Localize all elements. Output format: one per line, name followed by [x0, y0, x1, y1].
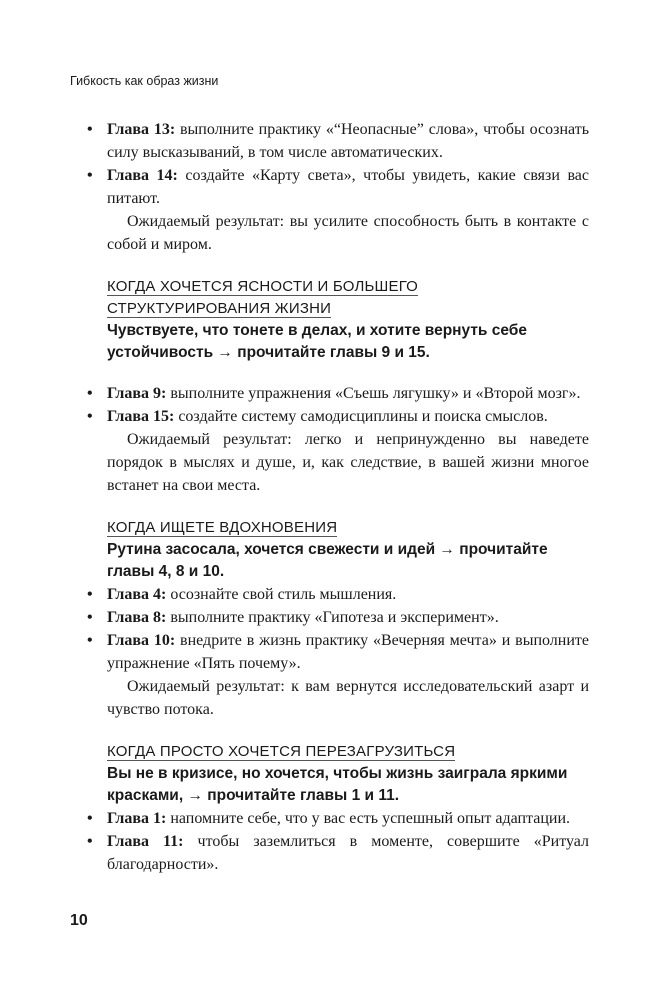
list-item	[107, 382, 589, 405]
section-inspiration	[107, 517, 589, 721]
item-text: создайте систему самодисциплины и поиска смыслов.	[174, 408, 548, 425]
section-subtitle: Вы не в кризисе, но хочется, чтобы жизнь заиграла яркими красками, → прочитайте главы 1 и 11.	[107, 765, 568, 804]
list-item	[107, 629, 589, 675]
chapter-label: Глава 10:	[107, 632, 176, 649]
item-text: выполните практику «Гипотеза и эксперимент».	[166, 609, 499, 626]
section-subtitle: Рутина засосала, хочется свежести и идей → прочитайте главы 4, 8 и 10.	[107, 541, 548, 580]
chapter-label: Глава 8:	[107, 609, 167, 626]
intro-list	[107, 118, 589, 210]
expected-result: Ожидаемый результат: к вам вернутся исследовательский азарт и чувство потока.	[107, 678, 589, 718]
chapter-label: Глава 15:	[107, 408, 175, 425]
chapter-label: Глава 11:	[107, 833, 184, 850]
item-text: внедрите в жизнь практику «Вечерняя мечта» и выполните упражнение «Пять почему».	[107, 632, 589, 672]
page-content	[107, 118, 589, 876]
item-text: выполните практику «“Неопасные” слова», чтобы осознать силу высказываний, в том числе автоматических.	[107, 121, 589, 161]
chapter-label: Глава 1:	[107, 810, 167, 827]
section-reboot	[107, 741, 589, 876]
list-item	[107, 606, 589, 629]
item-text: чтобы заземлиться в моменте, совершите «Ритуал благодарности».	[107, 833, 590, 873]
chapter-label: Глава 9:	[107, 385, 167, 402]
list-item	[107, 830, 589, 876]
section-list	[107, 807, 589, 876]
chapter-label: Глава 13:	[107, 121, 176, 138]
chapter-label: Глава 4:	[107, 586, 167, 603]
item-text: осознайте свой стиль мышления.	[166, 586, 397, 603]
chapter-label: Глава 14:	[107, 167, 178, 184]
item-text: выполните упражнения «Съешь лягушку» и «Второй мозг».	[166, 385, 581, 402]
expected-result: Ожидаемый результат: вы усилите способность быть в контакте с собой и миром.	[107, 213, 589, 253]
expected-result: Ожидаемый результат: легко и непринужденно вы наведете порядок в мыслях и душе, и, как следствие, в вашей жизни многое встанет на свои места.	[107, 431, 589, 494]
section-title: КОГДА ИЩЕТЕ ВДОХНОВЕНИЯ	[107, 519, 338, 536]
section-title: КОГДА ХОЧЕТСЯ ЯСНОСТИ И БОЛЬШЕГО СТРУКТУРИРОВАНИЯ ЖИЗНИ	[107, 278, 419, 317]
running-head: Гибкость как образ жизни	[70, 74, 219, 88]
item-text: создайте «Карту света», чтобы увидеть, какие связи вас питают.	[107, 167, 589, 207]
list-item	[107, 583, 589, 606]
list-item	[107, 807, 589, 830]
list-item	[107, 118, 589, 164]
section-clarity	[107, 276, 589, 497]
item-text: напомните себе, что у вас есть успешный опыт адаптации.	[166, 810, 571, 827]
section-list	[107, 583, 589, 675]
section-title: КОГДА ПРОСТО ХОЧЕТСЯ ПЕРЕЗАГРУЗИТЬСЯ	[107, 743, 456, 760]
page-number: 10	[70, 912, 88, 929]
section-subtitle: Чувствуете, что тонете в делах, и хотите вернуть себе устойчивость → прочитайте главы 9 и 15.	[107, 322, 527, 361]
list-item	[107, 405, 589, 428]
list-item	[107, 164, 589, 210]
section-list	[107, 382, 589, 428]
